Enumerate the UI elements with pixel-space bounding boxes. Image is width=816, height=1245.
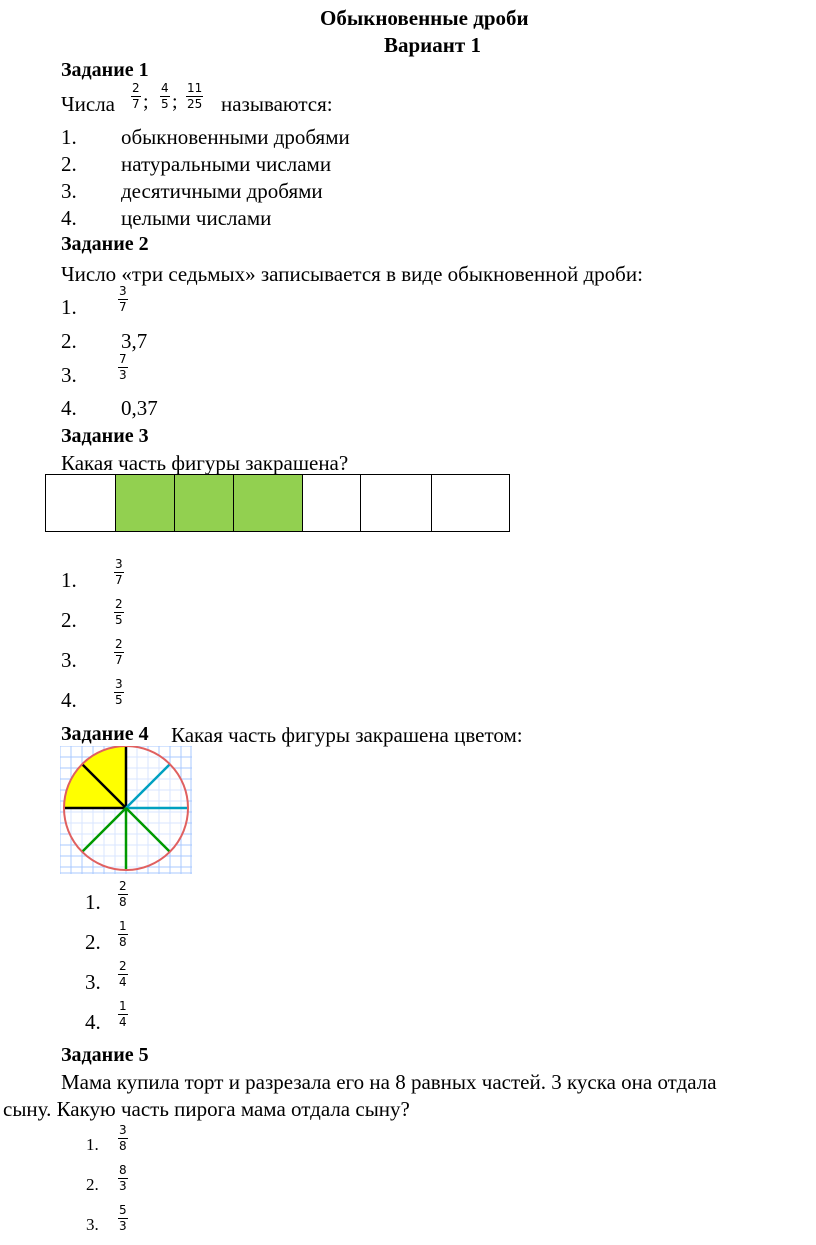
circle-sectors-figure xyxy=(60,746,192,874)
task1-fraction: $\frac{2}{7}$ xyxy=(132,81,140,111)
task4-question: Какая часть фигуры закрашена цветом: xyxy=(171,723,523,747)
option-fraction: $\frac{2}{8}$ xyxy=(119,879,127,909)
task2-question: Число «три седьмых» записывается в виде обыкновенной дроби: xyxy=(61,262,643,286)
task1-separator: ; xyxy=(143,91,149,113)
strip-segment xyxy=(303,475,361,531)
option-text: 0,37 xyxy=(121,396,158,420)
option-fraction: $\frac{1}{4}$ xyxy=(119,999,127,1029)
task5-text-line1: Мама купила торт и разрезала его на 8 равных частей. 3 куска она отдала xyxy=(61,1070,717,1094)
option-number: 4. xyxy=(85,1010,101,1034)
option-number: 4. xyxy=(61,396,77,420)
strip-segment xyxy=(234,475,303,531)
strip-segment xyxy=(432,475,509,531)
shaded-strip-figure xyxy=(45,474,510,532)
option-number: 4. xyxy=(61,688,77,712)
option-fraction: $\frac{8}{3}$ xyxy=(119,1163,127,1193)
option-fraction: $\frac{7}{3}$ xyxy=(119,352,127,382)
option-number: 2. xyxy=(61,152,77,176)
variant-label: Вариант 1 xyxy=(384,33,481,57)
option-number: 3. xyxy=(61,363,77,387)
option-number: 3. xyxy=(61,648,77,672)
document-title: Обыкновенные дроби xyxy=(320,6,529,30)
option-text: натуральными числами xyxy=(121,152,332,176)
option-number: 1. xyxy=(61,295,77,319)
task5-heading: Задание 5 xyxy=(61,1044,149,1066)
task3-question: Какая часть фигуры закрашена? xyxy=(61,451,349,475)
option-number: 1. xyxy=(85,890,101,914)
strip-segment xyxy=(175,475,234,531)
task1-fraction: $\frac{4}{5}$ xyxy=(161,81,169,111)
option-number: 1. xyxy=(61,568,77,592)
option-text: обыкновенными дробями xyxy=(121,125,350,149)
strip-segment xyxy=(361,475,432,531)
option-number: 1. xyxy=(61,125,77,149)
task5-text-line2: сыну. Какую часть пирога мама отдала сыну? xyxy=(3,1097,410,1121)
option-fraction: $\frac{5}{3}$ xyxy=(119,1203,127,1233)
option-number: 2. xyxy=(61,329,77,353)
task3-heading: Задание 3 xyxy=(61,425,149,447)
option-number: 2. xyxy=(86,1175,99,1194)
option-number: 2. xyxy=(61,608,77,632)
task1-suffix: называются: xyxy=(221,92,333,116)
task1-heading: Задание 1 xyxy=(61,59,149,81)
task4-heading: Задание 4 xyxy=(61,723,149,745)
task1-separator: ; xyxy=(172,91,178,113)
option-text: 3,7 xyxy=(121,329,148,353)
option-fraction: $\frac{2}{7}$ xyxy=(115,637,123,667)
option-fraction: $\frac{3}{7}$ xyxy=(115,557,123,587)
task1-prefix: Числа xyxy=(61,92,116,116)
option-fraction: $\frac{1}{8}$ xyxy=(119,919,127,949)
task2-heading: Задание 2 xyxy=(61,233,149,255)
option-fraction: $\frac{3}{5}$ xyxy=(115,677,123,707)
option-fraction: $\frac{2}{5}$ xyxy=(115,597,123,627)
task1-fraction: $\frac{11}{25}$ xyxy=(187,81,203,111)
option-number: 3. xyxy=(86,1215,99,1234)
option-text: целыми числами xyxy=(121,206,272,230)
option-fraction: $\frac{3}{7}$ xyxy=(119,284,127,314)
option-number: 3. xyxy=(85,970,101,994)
strip-segment xyxy=(116,475,175,531)
option-number: 2. xyxy=(85,930,101,954)
option-number: 3. xyxy=(61,179,77,203)
option-number: 4. xyxy=(61,206,77,230)
strip-segment xyxy=(46,475,116,531)
option-number: 1. xyxy=(86,1135,99,1154)
option-fraction: $\frac{3}{8}$ xyxy=(119,1123,127,1153)
option-text: десятичными дробями xyxy=(121,179,323,203)
option-fraction: $\frac{2}{4}$ xyxy=(119,959,127,989)
